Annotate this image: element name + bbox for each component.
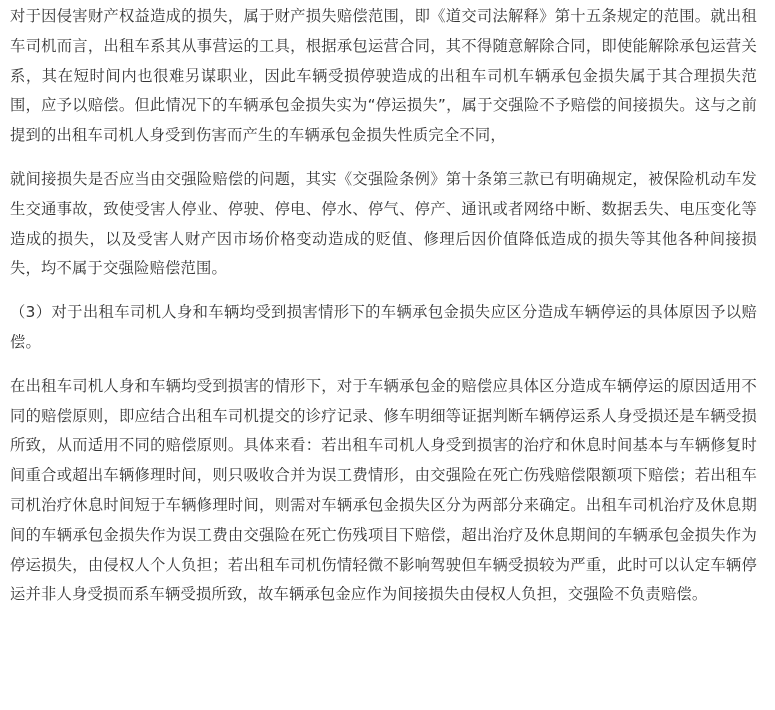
paragraph-combined-damage: 在出租车司机人身和车辆均受到损害的情形下，对于车辆承包金的赔偿应具体区分造成车辆停运的原因适用不同的赔偿原则，即应结合出租车司机提交的诊疗记录、修车明细等证据判断车辆停运系人身受损还是车辆受损所致，从而适用不同的赔偿原则。具体来看：若出租车司机人身受到损害的治疗和休息时间基本与车辆修复时间重合或超出车辆修理时间，则只吸收合并为误工费情形，由交强险在死亡伤残赔偿限额项下赔偿；若出租车司机治疗休息时间短于车辆修理时间，则需对车辆承包金损失区分为两部分来确定。出租车司机治疗及休息期间的车辆承包金损失作为误工费由交强险在死亡伤残项目下赔偿，超出治疗及休息期间的车辆承包金损失作为停运损失，由侵权人个人负担；若出租车司机伤情轻微不影响驾驶但车辆受损较为严重，此时可以认定车辆停运并非人身受损而系车辆受损所致，故车辆承包金应作为间接损失由侵权人负担，交强险不负责赔偿。 — [10, 376, 757, 604]
paragraph-point-3-heading: （3）对于出租车司机人身和车辆均受到损害情形下的车辆承包金损失应区分造成车辆停运的具体原因予以赔偿。 — [10, 303, 757, 351]
paragraph-property-loss: 对于因侵害财产权益造成的损失，属于财产损失赔偿范围，即《道交司法解释》第十五条规定的范围。就出租车司机而言，出租车系其从事营运的工具，根据承包运营合同，其不得随意解除合同，即使能解除承包运营关系，其在短时间内也很难另谋职业，因此车辆受损停驶造成的出租车司机车辆承包金损失属于其合理损失范围，应予以赔偿。但此情况下的车辆承包金损失实为“停运损失”，属于交强险不予赔偿的间接损失。这与之前提到的出租车司机人身受到伤害而产生的车辆承包金损失性质完全不同， — [10, 7, 757, 145]
paragraph-indirect-loss: 就间接损失是否应当由交强险赔偿的问题，其实《交强险条例》第十条第三款已有明确规定，被保险机动车发生交通事故，致使受害人停业、停驶、停电、停水、停气、停产、通讯或者网络中断、数据丢失、电压变化等造成的损失，以及受害人财产因市场价格变动造成的贬值、修理后因价值降低造成的损失等其他各种间接损失，均不属于交强险赔偿范围。 — [10, 169, 757, 278]
